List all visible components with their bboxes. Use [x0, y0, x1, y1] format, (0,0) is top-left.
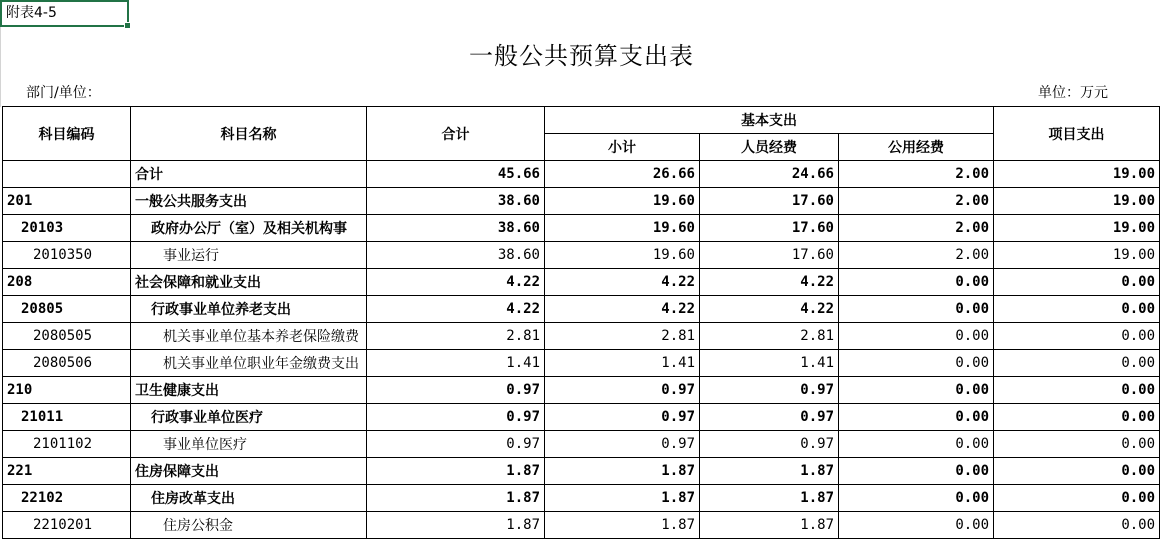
table-row	[3, 215, 1160, 242]
row-project[interactable]: 0.00	[994, 431, 1160, 458]
row-personnel[interactable]: 0.97	[700, 377, 839, 404]
table-row	[3, 188, 1160, 215]
row-subtotal[interactable]: 4.22	[545, 269, 700, 296]
row-project[interactable]: 19.00	[994, 215, 1160, 242]
table-row	[3, 350, 1160, 377]
row-subtotal[interactable]: 19.60	[545, 242, 700, 269]
row-public[interactable]: 0.00	[839, 269, 994, 296]
row-personnel[interactable]: 17.60	[700, 188, 839, 215]
row-personnel[interactable]: 1.87	[700, 485, 839, 512]
row-total[interactable]: 1.87	[367, 458, 545, 485]
row-personnel[interactable]: 24.66	[700, 161, 839, 188]
row-subtotal[interactable]: 0.97	[545, 431, 700, 458]
header-name[interactable]: 科目名称	[131, 107, 367, 161]
row-personnel[interactable]: 1.87	[700, 458, 839, 485]
row-code[interactable]	[3, 161, 131, 188]
row-public[interactable]: 2.00	[839, 215, 994, 242]
fill-handle[interactable]	[124, 22, 131, 29]
row-project[interactable]: 0.00	[994, 323, 1160, 350]
row-name[interactable]: 行政事业单位医疗	[131, 404, 367, 431]
table-row	[3, 485, 1160, 512]
row-subtotal[interactable]: 19.60	[545, 188, 700, 215]
table-row	[3, 512, 1160, 539]
row-public[interactable]: 0.00	[839, 512, 994, 539]
row-project[interactable]: 19.00	[994, 242, 1160, 269]
row-name[interactable]: 机关事业单位职业年金缴费支出	[131, 350, 367, 377]
row-personnel[interactable]: 17.60	[700, 215, 839, 242]
row-name[interactable]: 社会保障和就业支出	[131, 269, 367, 296]
row-name[interactable]: 政府办公厅（室）及相关机构事	[131, 215, 367, 242]
row-total[interactable]: 0.97	[367, 431, 545, 458]
row-subtotal[interactable]: 19.60	[545, 215, 700, 242]
row-public[interactable]: 0.00	[839, 323, 994, 350]
row-personnel[interactable]: 4.22	[700, 296, 839, 323]
row-personnel[interactable]: 0.97	[700, 404, 839, 431]
row-subtotal[interactable]: 0.97	[545, 404, 700, 431]
row-name[interactable]: 事业单位医疗	[131, 431, 367, 458]
budget-table	[2, 106, 1160, 539]
row-subtotal[interactable]: 0.97	[545, 377, 700, 404]
row-total[interactable]: 1.41	[367, 350, 545, 377]
row-total[interactable]: 38.60	[367, 242, 545, 269]
row-total[interactable]: 2.81	[367, 323, 545, 350]
header-basic[interactable]: 基本支出	[545, 107, 994, 134]
row-public[interactable]: 0.00	[839, 485, 994, 512]
header-project[interactable]: 项目支出	[994, 107, 1160, 161]
header-code[interactable]: 科目编码	[3, 107, 131, 161]
row-personnel[interactable]: 4.22	[700, 269, 839, 296]
row-total[interactable]: 0.97	[367, 404, 545, 431]
table-row	[3, 269, 1160, 296]
header-subtotal[interactable]: 小计	[545, 134, 700, 161]
row-name[interactable]: 一般公共服务支出	[131, 188, 367, 215]
row-name[interactable]: 行政事业单位养老支出	[131, 296, 367, 323]
row-total[interactable]: 4.22	[367, 269, 545, 296]
row-personnel[interactable]: 1.87	[700, 512, 839, 539]
row-name[interactable]: 卫生健康支出	[131, 377, 367, 404]
table-row	[3, 323, 1160, 350]
row-public[interactable]: 0.00	[839, 404, 994, 431]
table-row	[3, 377, 1160, 404]
row-public[interactable]: 2.00	[839, 188, 994, 215]
row-project[interactable]: 0.00	[994, 512, 1160, 539]
row-code[interactable]: 21011	[3, 404, 131, 431]
row-code[interactable]: 2080506	[3, 350, 131, 377]
row-code[interactable]: 20805	[3, 296, 131, 323]
row-code[interactable]: 2210201	[3, 512, 131, 539]
row-total[interactable]: 1.87	[367, 512, 545, 539]
row-total[interactable]: 0.97	[367, 377, 545, 404]
row-subtotal[interactable]: 2.81	[545, 323, 700, 350]
table-row	[3, 431, 1160, 458]
row-public[interactable]: 2.00	[839, 242, 994, 269]
row-total[interactable]: 1.87	[367, 485, 545, 512]
row-project[interactable]: 0.00	[994, 485, 1160, 512]
header-personnel[interactable]: 人员经费	[700, 134, 839, 161]
row-subtotal[interactable]: 1.87	[545, 458, 700, 485]
row-public[interactable]: 0.00	[839, 350, 994, 377]
row-public[interactable]: 2.00	[839, 161, 994, 188]
table-row	[3, 458, 1160, 485]
row-subtotal[interactable]: 26.66	[545, 161, 700, 188]
row-project[interactable]: 0.00	[994, 377, 1160, 404]
row-name[interactable]: 住房改革支出	[131, 485, 367, 512]
row-personnel[interactable]: 2.81	[700, 323, 839, 350]
row-code[interactable]: 208	[3, 269, 131, 296]
row-public[interactable]: 0.00	[839, 431, 994, 458]
row-code[interactable]: 2080505	[3, 323, 131, 350]
row-subtotal[interactable]: 1.41	[545, 350, 700, 377]
row-project[interactable]: 0.00	[994, 404, 1160, 431]
row-name[interactable]: 合计	[131, 161, 367, 188]
header-total[interactable]: 合计	[367, 107, 545, 161]
page-title: 一般公共预算支出表	[469, 42, 694, 70]
row-code[interactable]: 2101102	[3, 431, 131, 458]
row-code[interactable]: 22102	[3, 485, 131, 512]
table-row	[3, 296, 1160, 323]
row-public[interactable]: 0.00	[839, 458, 994, 485]
row-total[interactable]: 38.60	[367, 188, 545, 215]
row-total[interactable]: 45.66	[367, 161, 545, 188]
unit-label: 单位：万元	[1038, 85, 1108, 101]
row-name[interactable]: 机关事业单位基本养老保险缴费	[131, 323, 367, 350]
row-public[interactable]: 0.00	[839, 377, 994, 404]
row-name[interactable]: 住房保障支出	[131, 458, 367, 485]
table-row	[3, 161, 1160, 188]
row-name[interactable]: 住房公积金	[131, 512, 367, 539]
row-personnel[interactable]: 1.41	[700, 350, 839, 377]
row-subtotal[interactable]: 4.22	[545, 296, 700, 323]
row-total[interactable]: 4.22	[367, 296, 545, 323]
row-project[interactable]: 0.00	[994, 350, 1160, 377]
selected-cell[interactable]	[0, 0, 129, 27]
row-subtotal[interactable]: 1.87	[545, 512, 700, 539]
row-project[interactable]: 0.00	[994, 269, 1160, 296]
table-row	[3, 242, 1160, 269]
row-code[interactable]: 2010350	[3, 242, 131, 269]
row-total[interactable]: 38.60	[367, 215, 545, 242]
row-code[interactable]: 201	[3, 188, 131, 215]
row-personnel[interactable]: 0.97	[700, 431, 839, 458]
table-row	[3, 404, 1160, 431]
row-code[interactable]: 20103	[3, 215, 131, 242]
row-project[interactable]: 0.00	[994, 458, 1160, 485]
row-code[interactable]: 210	[3, 377, 131, 404]
cell-label: 附表4-5	[6, 5, 57, 21]
row-project[interactable]: 0.00	[994, 296, 1160, 323]
row-public[interactable]: 0.00	[839, 296, 994, 323]
row-subtotal[interactable]: 1.87	[545, 485, 700, 512]
dept-label: 部门/单位：	[26, 85, 101, 101]
row-project[interactable]: 19.00	[994, 161, 1160, 188]
row-project[interactable]: 19.00	[994, 188, 1160, 215]
row-name[interactable]: 事业运行	[131, 242, 367, 269]
row-personnel[interactable]: 17.60	[700, 242, 839, 269]
header-public[interactable]: 公用经费	[839, 134, 994, 161]
row-code[interactable]: 221	[3, 458, 131, 485]
